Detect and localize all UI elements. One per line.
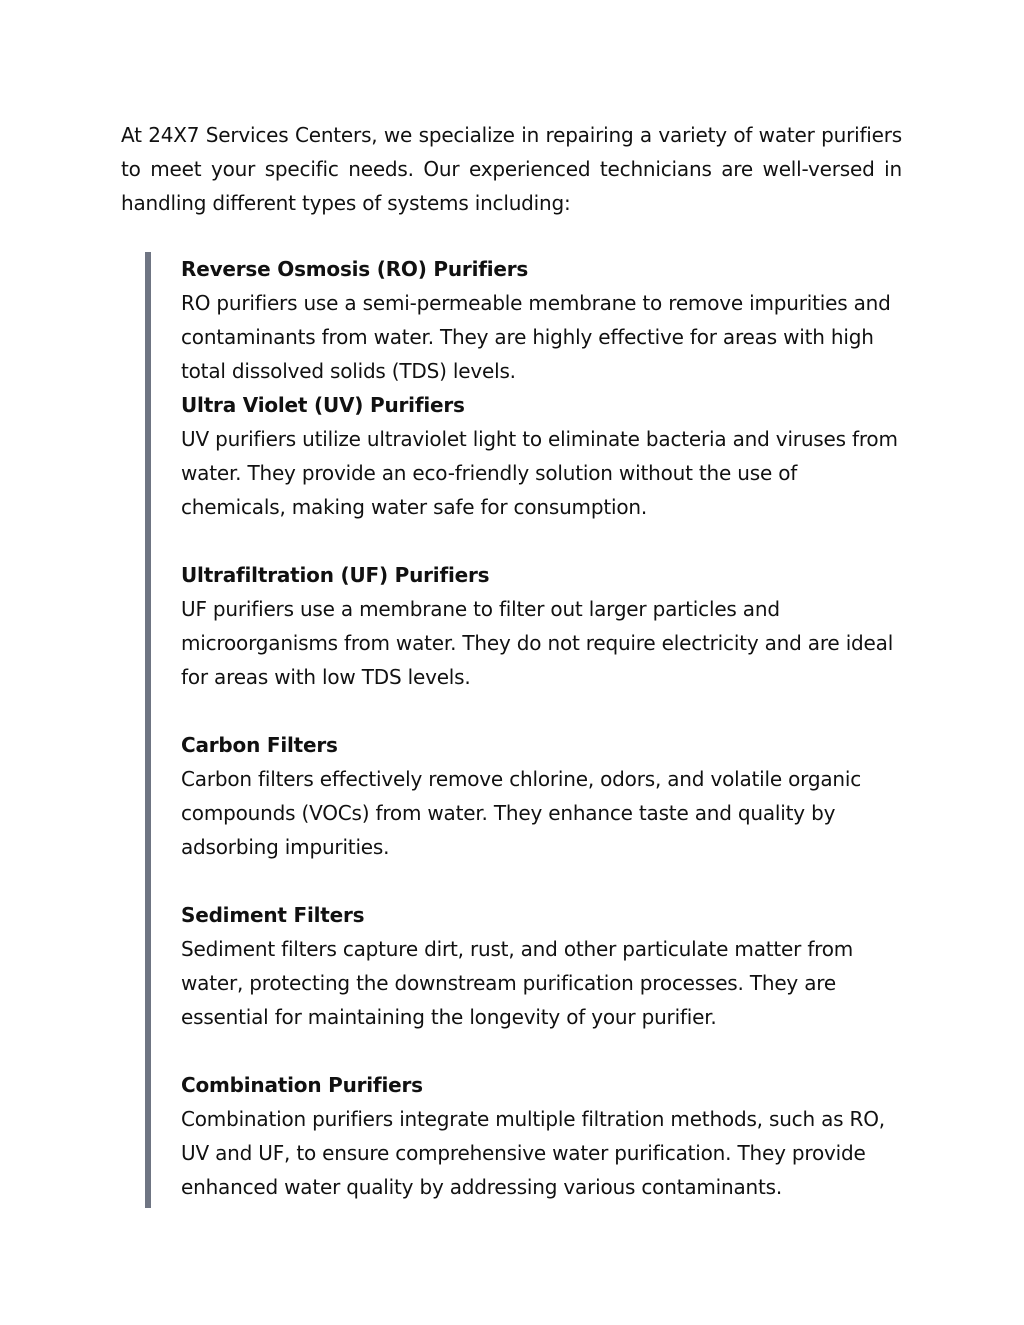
purifier-item-uf (181, 558, 901, 694)
purifier-item-uv (181, 388, 901, 524)
purifier-item-sediment (181, 898, 901, 1034)
purifier-title-sediment: Sediment Filters (181, 903, 365, 927)
purifier-body-uf: UF purifiers use a membrane to filter out larger particles and microorganisms from water. They do not require electricity and are ideal for areas with low TDS levels. (181, 597, 894, 689)
purifier-title-ro: Reverse Osmosis (RO) Purifiers (181, 257, 529, 281)
purifier-types-blockquote (145, 252, 898, 1208)
spacer (181, 864, 901, 898)
purifier-title-carbon: Carbon Filters (181, 733, 338, 757)
purifier-title-combination: Combination Purifiers (181, 1073, 423, 1097)
spacer (181, 694, 901, 728)
spacer (181, 1034, 901, 1068)
purifier-types-list (181, 252, 901, 1204)
purifier-item-carbon (181, 728, 901, 864)
purifier-item-combination (181, 1068, 901, 1204)
purifier-body-ro: RO purifiers use a semi-permeable membrane to remove impurities and contaminants from water. They are highly effective for areas with high total dissolved solids (TDS) levels. (181, 291, 891, 383)
purifier-body-uv: UV purifiers utilize ultraviolet light to eliminate bacteria and viruses from water. They provide an eco-friendly solution without the use of chemicals, making water safe for consumption. (181, 427, 898, 519)
purifier-title-uv: Ultra Violet (UV) Purifiers (181, 393, 465, 417)
spacer (181, 524, 901, 558)
intro-paragraph: At 24X7 Services Centers, we specialize in repairing a variety of water purifiers to meet your specific needs. Our experienced technicians are well-versed in handling different types of systems including: (121, 123, 902, 215)
purifier-body-combination: Combination purifiers integrate multiple filtration methods, such as RO, UV and UF, to ensure comprehensive water purification. They provide enhanced water quality by addressing various contaminants. (181, 1107, 885, 1199)
purifier-item-ro (181, 252, 901, 388)
purifier-body-carbon: Carbon filters effectively remove chlorine, odors, and volatile organic compounds (VOCs) from water. They enhance taste and quality by adsorbing impurities. (181, 767, 862, 859)
purifier-title-uf: Ultrafiltration (UF) Purifiers (181, 563, 490, 587)
purifier-body-sediment: Sediment filters capture dirt, rust, and other particulate matter from water, protecting the downstream purification processes. They are essential for maintaining the longevity of your purifier. (181, 937, 854, 1029)
